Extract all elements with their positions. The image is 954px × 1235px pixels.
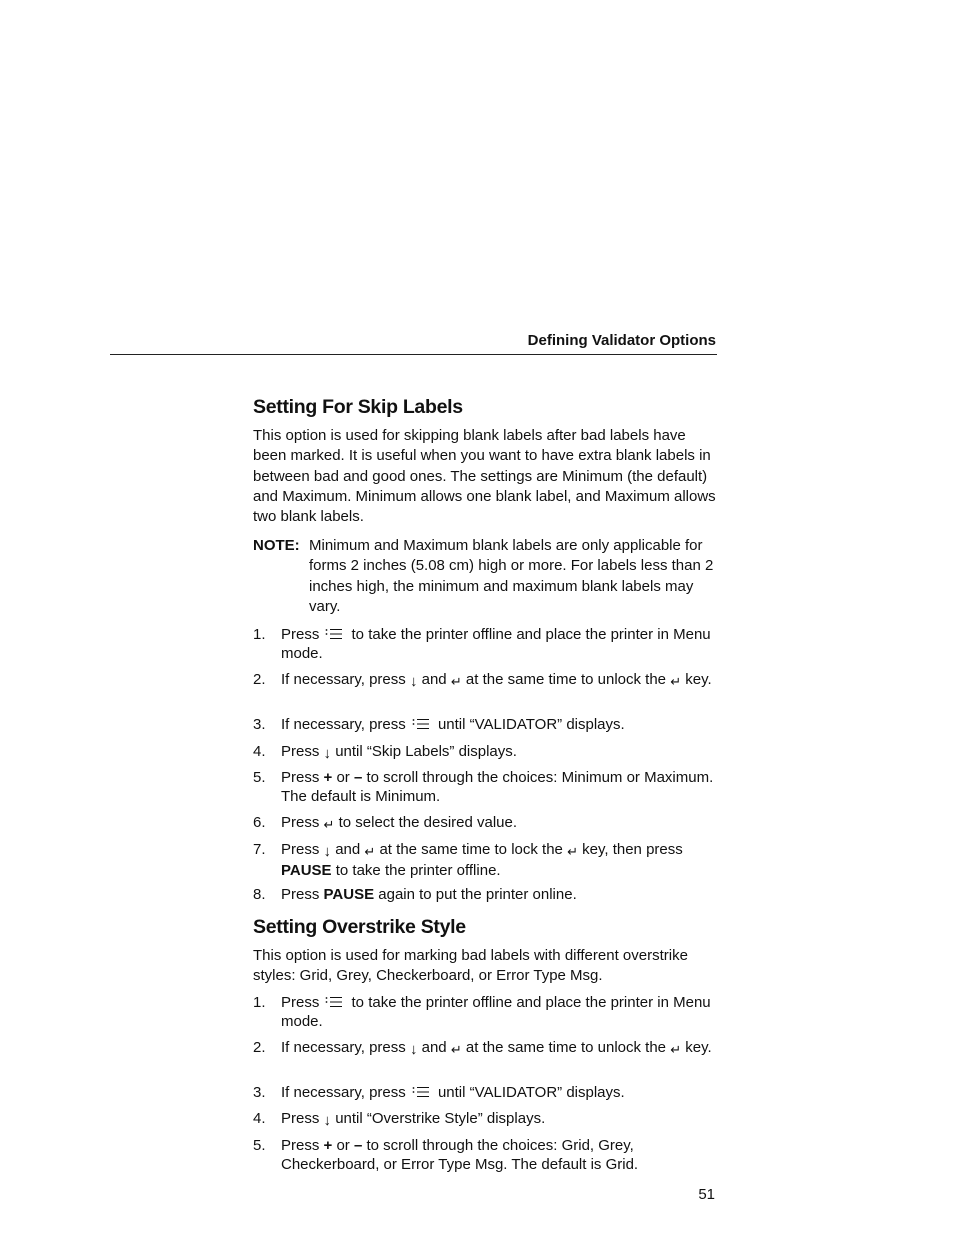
step-number: 1. [253,994,266,1011]
step-number: 2. [253,671,266,688]
note-label: NOTE: [253,537,300,554]
step-number: 7. [253,841,266,858]
enter-icon: ↵ [670,674,682,689]
running-head: Defining Validator Options [527,332,716,349]
step-number: 2. [253,1039,266,1056]
pause-key: PAUSE [323,886,375,903]
step-number: 6. [253,814,266,831]
pause-key: PAUSE [281,861,332,879]
step-number: 5. [253,769,266,786]
step-number: 1. [253,626,266,643]
enter-icon: ↵ [670,1042,682,1057]
plus-key: + [323,769,333,786]
enter-icon: ↵ [450,674,462,689]
plus-key: + [323,1137,333,1154]
menu-icon [325,627,343,641]
section-intro: This option is used for skipping blank labels after bad labels have been marked. It is useful when you want to have extra blank labels in between bad and good ones. The settings are Minimum (the default) and Maximum. Minimum allows one blank label, and Maximum allows two blank labels. [253,427,716,526]
note-text: Minimum and Maximum blank labels are only applicable for forms 2 inches (5.08 cm) high or more. For labels less than 2 inches high, the minimum and maximum blank labels may vary. [309,537,714,615]
down-arrow-icon: ↓ [409,673,418,690]
section-intro: This option is used for marking bad labels with different overstrike styles: Grid, Grey, Checkerboard, or Error Type Msg. [253,947,688,985]
step-number: 8. [253,886,266,903]
section-title: Setting For Skip Labels [253,396,463,418]
step-number: 4. [253,743,266,760]
minus-key: – [353,769,363,786]
section-title: Setting Overstrike Style [253,916,466,938]
minus-key: – [353,1137,363,1154]
enter-icon: ↵ [323,817,335,832]
menu-icon [325,995,343,1009]
step-number: 5. [253,1137,266,1154]
menu-icon [412,1085,430,1099]
down-arrow-icon: ↓ [323,843,332,860]
header-rule [110,354,717,355]
page-number: 51 [698,1186,715,1203]
enter-icon: ↵ [567,844,578,859]
down-arrow-icon: ↓ [323,1112,332,1129]
down-arrow-icon: ↓ [409,1041,418,1058]
step-number: 4. [253,1110,266,1127]
menu-icon [412,717,430,731]
enter-icon: ↵ [450,1042,462,1057]
down-arrow-icon: ↓ [323,745,332,762]
enter-icon: ↵ [364,844,376,859]
step-number: 3. [253,1084,266,1101]
step-number: 3. [253,716,266,733]
